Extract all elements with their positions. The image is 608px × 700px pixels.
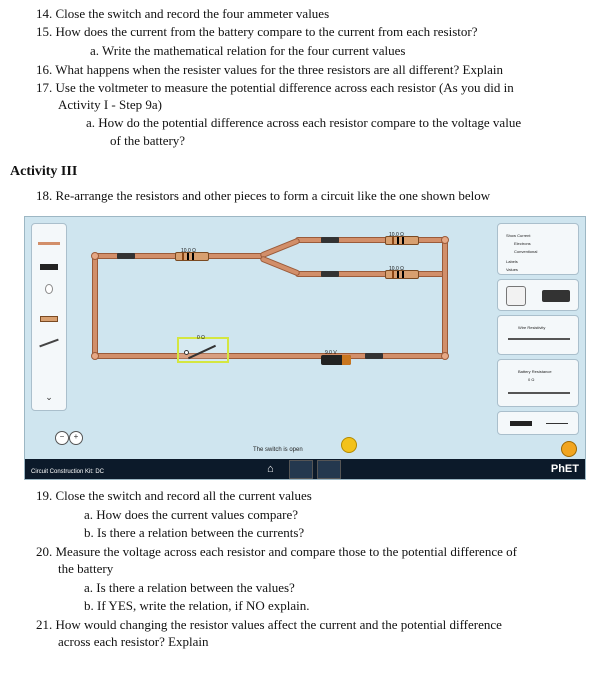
wire-resistivity-panel xyxy=(497,315,579,355)
question-19a: a. How does the current values compare? xyxy=(84,507,299,522)
question-19: 19. Close the switch and record all the current values xyxy=(36,488,312,503)
resistor-3-label: 10.0 Ω xyxy=(389,266,404,272)
ammeter-icon[interactable] xyxy=(542,290,570,302)
switch-label: 0 Ω xyxy=(197,335,205,341)
option-show-current[interactable]: Show Current xyxy=(506,233,531,238)
wire-tool[interactable] xyxy=(36,236,62,250)
battery-resistance-label: Battery Resistance xyxy=(518,369,552,374)
question-21-cont: across each resistor? Explain xyxy=(58,634,209,649)
zoom-out-icon[interactable]: − xyxy=(55,431,69,445)
question-15: 15. How does the current from the battery compare to the current from each resistor? xyxy=(36,24,478,39)
component-toolbox xyxy=(31,223,67,411)
wire-left xyxy=(92,253,98,357)
chevron-down-icon[interactable]: ⌄ xyxy=(45,392,53,402)
question-21: 21. How would changing the resistor values affect the current and the potential difference xyxy=(36,617,502,632)
battery-resistance-panel xyxy=(497,359,579,407)
node-top-right[interactable] xyxy=(441,236,449,244)
question-19b: b. Is there a relation between the currents? xyxy=(84,525,305,540)
battery-tool[interactable] xyxy=(36,260,62,274)
switch-status: The switch is open xyxy=(253,447,303,453)
ammeter-1[interactable] xyxy=(117,253,135,259)
option-conventional[interactable]: Conventional xyxy=(514,249,538,254)
measurement-tools xyxy=(497,279,579,311)
question-18: 18. Re-arrange the resistors and other pieces to form a circuit like the one shown below xyxy=(36,188,491,203)
wire-branch-bottom xyxy=(295,271,445,277)
node-bottom-left[interactable] xyxy=(91,352,99,360)
question-14: 14. Close the switch and record the four ammeter values xyxy=(36,6,330,21)
reset-icon[interactable] xyxy=(561,441,577,457)
question-20-cont: the battery xyxy=(58,561,114,576)
ammeter-4[interactable] xyxy=(365,353,383,359)
option-labels[interactable]: Labels xyxy=(506,259,518,264)
battery-resistance-slider[interactable] xyxy=(508,392,570,394)
battery-resistance-value: 0 Ω xyxy=(528,377,535,382)
wire-right xyxy=(442,237,448,357)
sim-footer xyxy=(25,459,585,479)
wire-resistivity-label: Wire Resistivity xyxy=(518,325,546,330)
question-17-cont: Activity I - Step 9a) xyxy=(58,97,162,112)
node-bottom-right[interactable] xyxy=(441,352,449,360)
question-16: 16. What happens when the resister values for the three resistors are all different? Explain xyxy=(36,62,503,77)
question-15a: a. Write the mathematical relation for the four current values xyxy=(90,43,406,58)
phet-logo[interactable]: PhET xyxy=(550,463,579,475)
bulb-tool[interactable] xyxy=(36,284,62,298)
resistor-tool[interactable] xyxy=(36,312,62,326)
screen-lab-icon[interactable] xyxy=(317,460,341,479)
node-top-left[interactable] xyxy=(91,252,99,260)
schematic-wire-icon[interactable] xyxy=(546,423,568,424)
question-17a: a. How do the potential difference across each resistor compare to the voltage value xyxy=(86,115,522,130)
voltmeter-icon[interactable] xyxy=(506,286,526,306)
wire-branch-top xyxy=(295,237,445,243)
battery-label: 9.0 V xyxy=(325,350,337,356)
wire-diag-down xyxy=(259,255,300,276)
question-17: 17. Use the voltmeter to measure the potential difference across each resistor (As you did in xyxy=(36,80,514,95)
resistor-1-label: 10.0 Ω xyxy=(181,248,196,254)
wire-bottom xyxy=(95,353,445,359)
wire-diag-up xyxy=(259,237,300,258)
trash-icon[interactable] xyxy=(341,437,357,453)
question-20b: b. If YES, write the relation, if NO explain. xyxy=(84,598,310,613)
app-title: Circuit Construction Kit: DC xyxy=(31,469,105,475)
zoom-in-icon[interactable]: + xyxy=(69,431,83,445)
resistor-2-label: 10.0 Ω xyxy=(389,232,404,238)
wire-resistivity-slider[interactable] xyxy=(508,338,570,340)
option-electrons[interactable]: Electrons xyxy=(514,241,531,246)
activity-heading: Activity III xyxy=(10,164,78,179)
display-options xyxy=(497,223,579,275)
ammeter-2[interactable] xyxy=(321,237,339,243)
screen-intro-icon[interactable] xyxy=(289,460,313,479)
control-panel xyxy=(497,223,579,463)
switch-tool[interactable] xyxy=(36,336,62,350)
option-values[interactable]: Values xyxy=(506,267,518,272)
lifelike-wire-icon[interactable] xyxy=(510,421,532,426)
wire-type-panel xyxy=(497,411,579,435)
home-icon[interactable]: ⌂ xyxy=(267,463,274,475)
ammeter-3[interactable] xyxy=(321,271,339,277)
circuit-simulation-screenshot xyxy=(24,216,586,480)
question-20a: a. Is there a relation between the values? xyxy=(84,580,295,595)
question-17a-cont: of the battery? xyxy=(110,133,186,148)
question-20: 20. Measure the voltage across each resistor and compare those to the potential difference of xyxy=(36,544,517,559)
